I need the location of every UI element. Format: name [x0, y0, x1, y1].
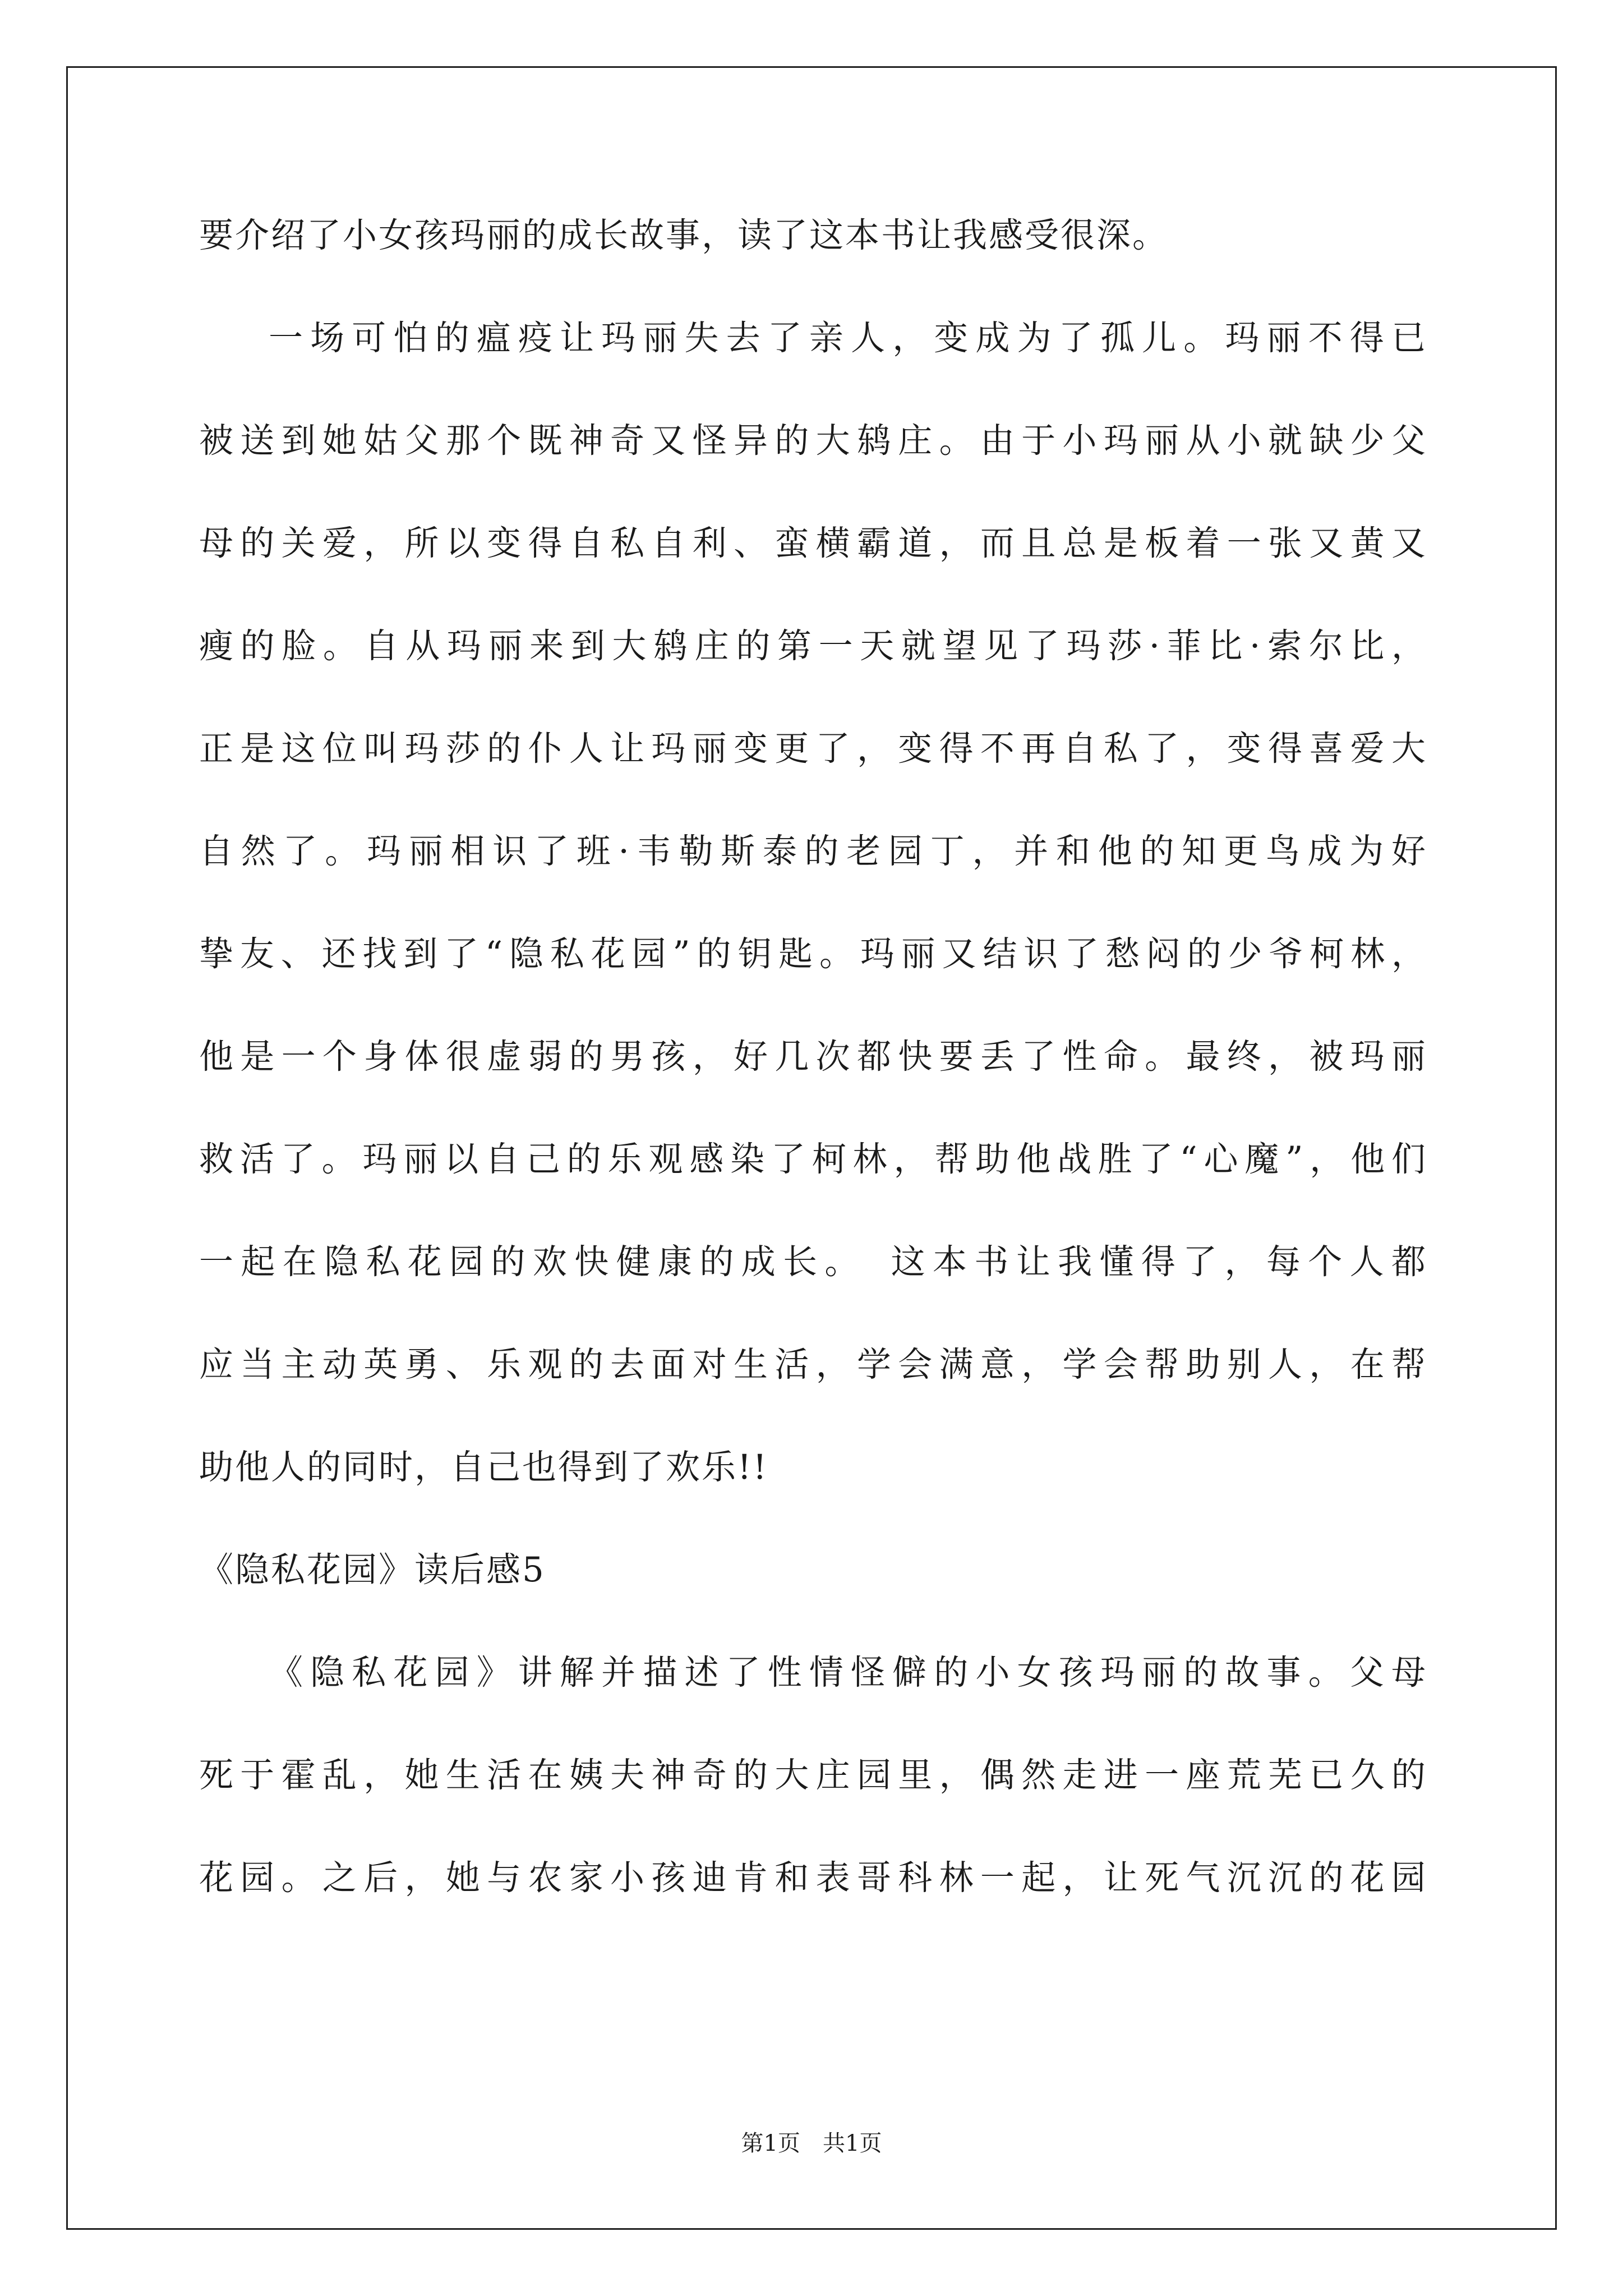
paragraph-line: 应当主动英勇、乐观的去面对生活，学会满意，学会帮助别人，在帮: [199, 1345, 1427, 1384]
paragraph-line: 挚友、还找到了“隐私花园”的钥匙。玛丽又结识了愁闷的少爷柯林，: [199, 934, 1427, 974]
paragraph-line: 一起在隐私花园的欢快健康的成长。 这本书让我懂得了，每个人都: [199, 1242, 1427, 1282]
paragraph-line: 《隐私花园》讲解并描述了性情怪僻的小女孩玛丽的故事。父母: [269, 1653, 1427, 1692]
paragraph-line: 救活了。玛丽以自己的乐观感染了柯林，帮助他战胜了“心魔”，他们: [199, 1139, 1427, 1179]
paragraph-line: 瘦的脸。自从玛丽来到大鸫庄的第一天就望见了玛莎·菲比·索尔比，: [199, 626, 1427, 666]
paragraph-line: 自然了。玛丽相识了班·韦勒斯泰的老园丁，并和他的知更鸟成为好: [199, 831, 1427, 871]
paragraph-line: 花园。之后，她与农家小孩迪肯和表哥科林一起，让死气沉沉的花园: [199, 1858, 1427, 1898]
page-number-label: 第1页 共1页: [741, 2131, 882, 2156]
paragraph-line: 一场可怕的瘟疫让玛丽失去了亲人，变成为了孤儿。玛丽不得已: [269, 318, 1427, 358]
page-footer: [0, 2129, 1623, 2158]
section-heading: 《隐私花园》读后感5: [199, 1550, 546, 1590]
paragraph-line: 要介绍了小女孩玛丽的成长故事，读了这本书让我感受很深。: [199, 215, 1169, 255]
paragraph-line: 助他人的同时，自己也得到了欢乐!!: [199, 1447, 769, 1487]
paragraph-line: 死于霍乱，她生活在姨夫神奇的大庄园里，偶然走进一座荒芜已久的: [199, 1755, 1427, 1795]
paragraph-line: 正是这位叫玛莎的仆人让玛丽变更了，变得不再自私了，变得喜爱大: [199, 729, 1427, 769]
paragraph-line: 被送到她姑父那个既神奇又怪异的大鸫庄。由于小玛丽从小就缺少父: [199, 421, 1427, 461]
document-body: [199, 213, 1427, 1958]
paragraph-line: 他是一个身体很虚弱的男孩，好几次都快要丢了性命。最终，被玛丽: [199, 1037, 1427, 1076]
paragraph-line: 母的关爱，所以变得自私自利、蛮横霸道，而且总是板着一张又黄又: [199, 523, 1427, 563]
